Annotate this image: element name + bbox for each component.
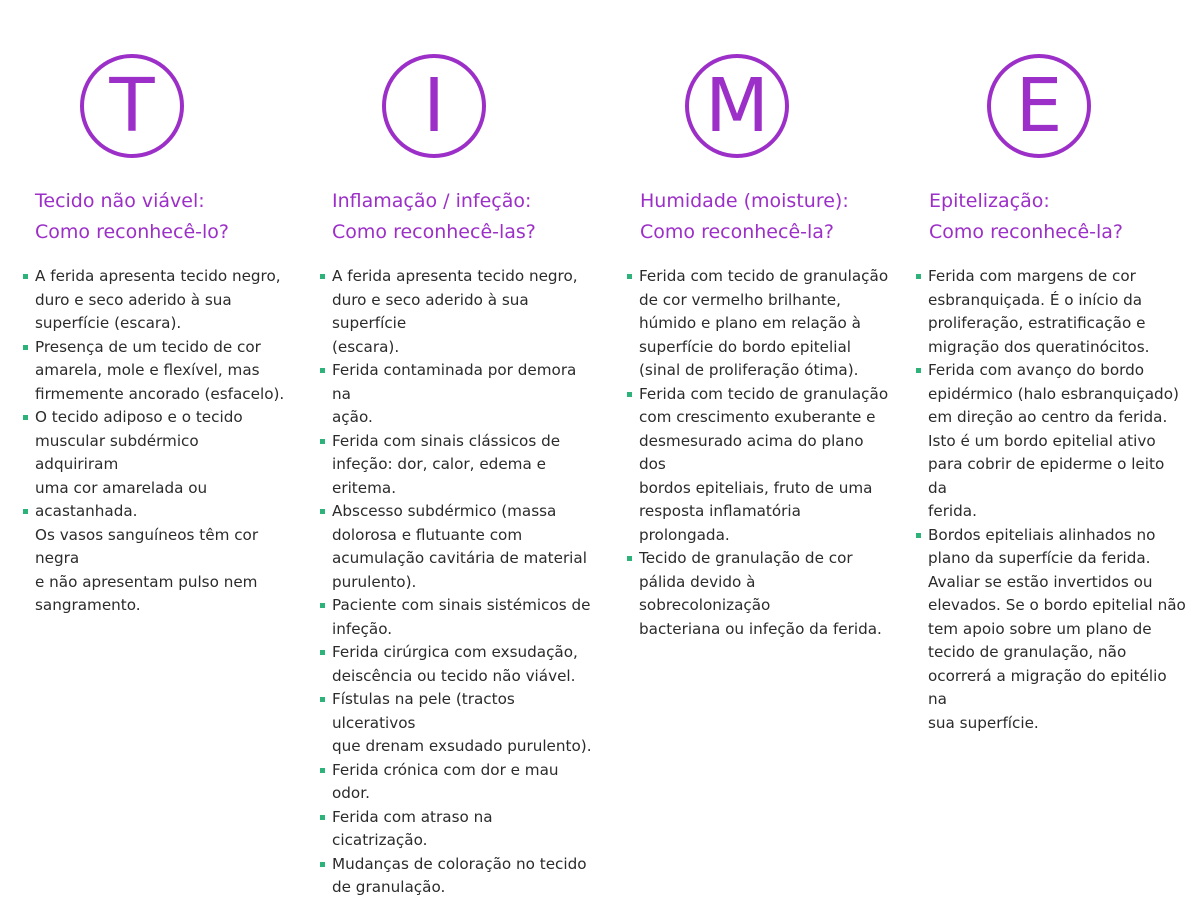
list-item: Ferida com margens de cor esbranquiçada. É o início da proliferação, estratificação e migração dos queratinócitos. — [916, 265, 1186, 359]
list-item: Bordos epiteliais alinhados no plano da superfície da ferida. Avaliar se estão invertidos ou elevados. Se o bordo epitelial não tem apoio sobre um plano de tecido de granulação, não ocorrerá a migração do epitélio na sua superfície. — [916, 524, 1186, 736]
list-item: Ferida contaminada por demora na ação. — [320, 359, 592, 430]
column-t-heading — [35, 186, 229, 248]
letter-t: T — [109, 63, 155, 149]
list-item: Abscesso subdérmico (massa dolorosa e flutuante com acumulação cavitária de material purulento). — [320, 500, 592, 594]
list-item: Ferida com tecido de granulação com crescimento exuberante e desmesurado acima do plano dos bordos epiteliais, fruto de uma resposta inflamatória prolongada. — [627, 383, 889, 548]
letter-t-circle — [80, 54, 184, 158]
list-item: O tecido adiposo e o tecido muscular subdérmico adquiriram uma cor amarelada ou — [23, 406, 285, 500]
column-e-heading-line-1: Epitelização: — [929, 190, 1050, 212]
column-e-heading — [929, 186, 1123, 248]
column-m-heading — [640, 186, 849, 248]
column-t-list — [23, 265, 285, 618]
letter-e: E — [1015, 63, 1063, 149]
column-m-list — [627, 265, 889, 641]
list-item: Presença de um tecido de cor amarela, mole e flexível, mas firmemente ancorado (esfacelo). — [23, 336, 285, 407]
column-i-heading — [332, 186, 536, 248]
column-m-heading-line-1: Humidade (moisture): — [640, 190, 849, 212]
list-item: acastanhada. — [23, 500, 285, 524]
list-item: A ferida apresenta tecido negro, duro e seco aderido à sua superfície (escara). — [320, 265, 592, 359]
column-t-heading-line-2: Como reconhecê-lo? — [35, 221, 229, 243]
list-item: Ferida cirúrgica com exsudação, deiscência ou tecido não viável. — [320, 641, 592, 688]
list-item: A ferida apresenta tecido negro, duro e seco aderido à sua superfície (escara). — [23, 265, 285, 336]
column-e-list — [916, 265, 1186, 735]
list-item: Ferida com atraso na cicatrização. — [320, 806, 592, 853]
column-t-heading-line-1: Tecido não viável: — [35, 190, 205, 212]
letter-e-circle — [987, 54, 1091, 158]
list-item: Os vasos sanguíneos têm cor negra e não apresentam pulso nem sangramento. — [35, 525, 259, 614]
list-item: Fístulas na pele (tractos ulcerativos que drenam exsudado purulento). — [320, 688, 592, 759]
letter-m: M — [705, 63, 769, 149]
column-i-list — [320, 265, 592, 900]
list-item: Ferida com sinais clássicos de infeção: dor, calor, edema e eritema. — [320, 430, 592, 501]
letter-m-circle — [685, 54, 789, 158]
list-item: Ferida com avanço do bordo epidérmico (halo esbranquiçado) em direção ao centro da ferida. Isto é um bordo epitelial ativo para cobrir de epiderme o leito da ferida. — [916, 359, 1186, 524]
column-m-heading-line-2: Como reconhecê-la? — [640, 221, 834, 243]
list-item: Ferida com tecido de granulação de cor vermelho brilhante, húmido e plano em relação à superfície do bordo epitelial (sinal de proliferação ótima). — [627, 265, 889, 383]
list-item: Ferida crónica com dor e mau odor. — [320, 759, 592, 806]
list-item: Mudanças de coloração no tecido de granulação. — [320, 853, 592, 900]
column-i-heading-line-1: Inflamação / infeção: — [332, 190, 532, 212]
list-item: Tecido de granulação de cor pálida devido à sobrecolonização bacteriana ou infeção da ferida. — [627, 547, 889, 641]
column-i-heading-line-2: Como reconhecê-las? — [332, 221, 536, 243]
letter-i-circle — [382, 54, 486, 158]
column-e-heading-line-2: Como reconhecê-la? — [929, 221, 1123, 243]
letter-i: I — [423, 63, 445, 149]
list-item: Paciente com sinais sistémicos de infeção. — [320, 594, 592, 641]
